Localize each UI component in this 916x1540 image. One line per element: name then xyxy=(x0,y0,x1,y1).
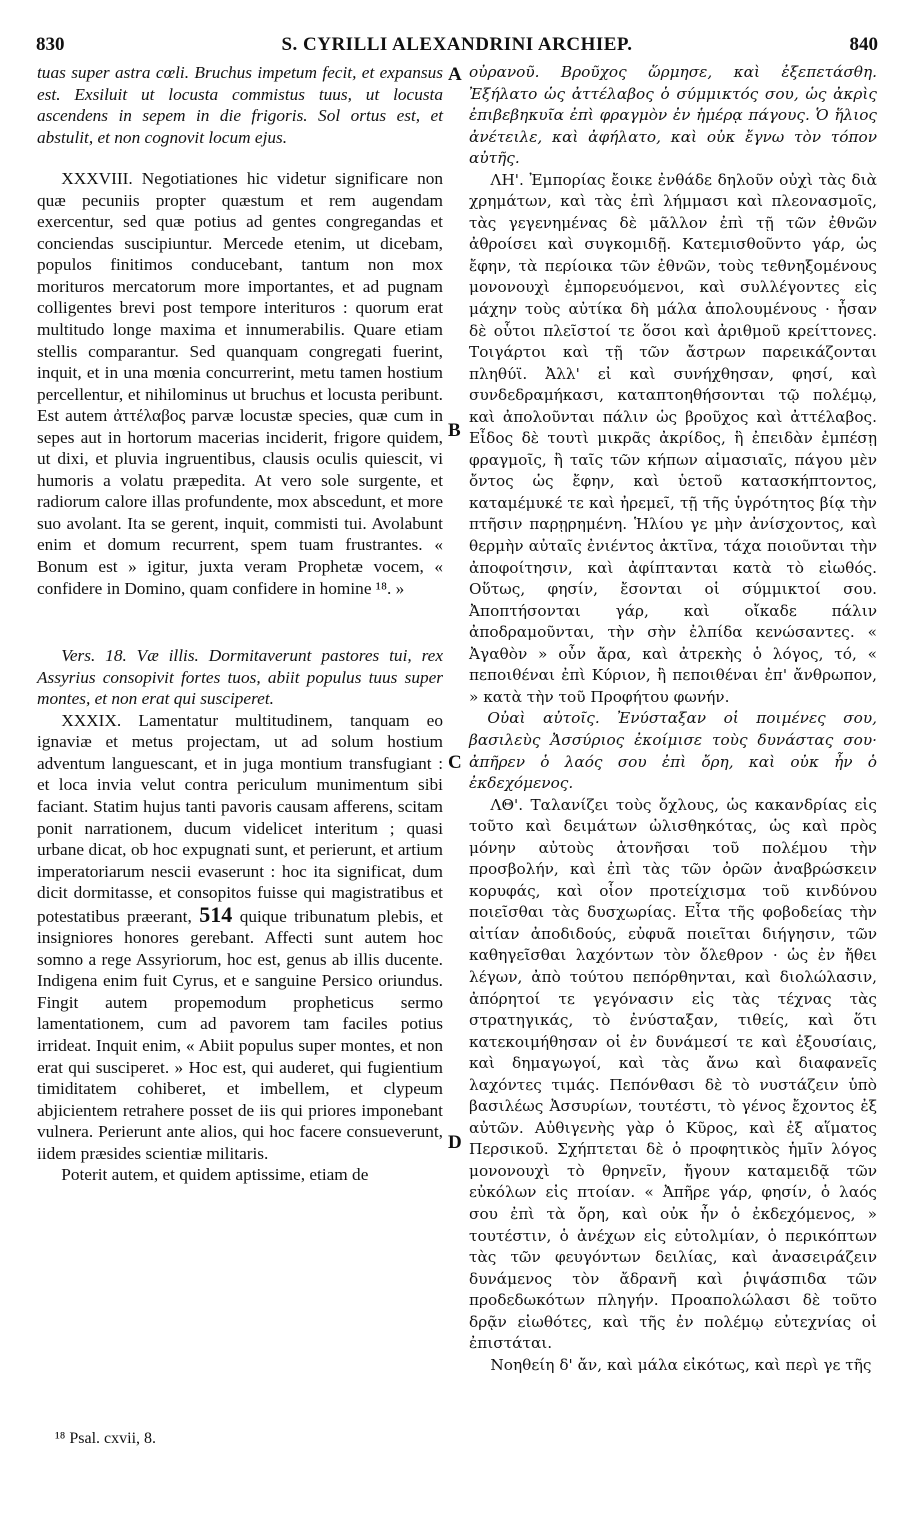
margin-letter-d: D xyxy=(448,1132,462,1153)
latin-paragraph-38: XXXVIII. Negotiationes hic videtur significare non quæ pecuniis propter quæstum et rem augendam exercentur, sed quæ potius ad gentes congregandas et conciendas suscipiuntur. Mercede etenim, ut dicebam, populos finitimos conducebant, tantum non mox morituros mercatorum more importantes, et ad pugnam colligentes brevi post tempore interituros : quorum erat multitudo longe maxima et innumerabilis. Quare etiam stellis comparantur. Sed quanquam congregati fuerint, inquit, et in una mœnia concurrerint, metu tamen hostium percellentur, et nihilominus ut bruchus et locusta peribunt. Est autem ἀττέλαβος parvæ locustæ species, quæ cum in sepes aut in hortorum macerias inciderit, frigore quidem, ut dixi, et pluvia ingruentibus, clausis oculis quiescit, vi humoris a volatu præpedita. At vero sole surgente, et radiorum calore illas profundente, mox abscedunt, et more suo avolant. Ita se gerent, inquit, commisti tui. Avolabunt enim et domum recurrent, spem tuam frustrantes. « Bonum est » igitur, juxta veram Prophetæ vocem, « confidere in Domino, quam confidere in homine ¹⁸. » xyxy=(37,169,443,598)
greek-verse-1: οὐρανοῦ. Βροῦχος ὥρμησε, καὶ ἐξεπετάσθη. Ἐξήλατο ὡς ἀττέλαβος ὁ σύμμικτός σου, ὡς ἀκρὶς ἐπιβεβηκυῖα ἐπὶ φραγμὸν ἐν ἡμέρᾳ πάγους. Ὁ ἥλιος ἀνέτειλε, καὶ ἀφήλατο, καὶ οὐκ ἔγνω τὸν τόπον αὐτῆς. xyxy=(469,63,877,168)
latin-column xyxy=(37,62,443,1186)
latin-paragraph-39 xyxy=(37,710,443,1164)
column-number: 514 xyxy=(199,901,233,927)
running-header xyxy=(36,34,878,58)
margin-letter-a: A xyxy=(448,64,462,85)
latin-verse-18: Vers. 18. Væ illis. Dormitaverunt pastores tui, rex Assyrius consopivit fortes tuos, abiit populus tuus super montes, et non erat qui susciperet. xyxy=(37,646,443,709)
greek-paragraph-40: Νοηθείη δ' ἄν, καὶ μάλα εἰκότως, καὶ περὶ γε τῆς xyxy=(490,1355,872,1374)
greek-column xyxy=(469,62,877,1376)
running-title: S. CYRILLI ALEXANDRINI ARCHIEP. xyxy=(281,34,633,55)
greek-paragraph-39: ΛΘ'. Ταλανίζει τοὺς ὄχλους, ὡς κακανδρίας εἰς τοῦτο καὶ δειμάτων ὠλισθηκότας, ὡς καὶ πρὸς μόνην αὐτοὺς ἀτονῆσαι τοῦ πολέμου τὴν προσβολήν, καὶ ἐπὶ τὰς τῶν ὀρῶν ἀναβρώσκειν κορυφάς, καὶ οἷον προτείχισμα τοῦ κινδύνου ποιεῖσθαι τὰς δυσχωρίας. Εἶτα τῆς φοβοδείας τὴν αἰτίαν ἀποδιδούς, εὐφυᾶ ποιεῖται διήγησιν, τῶν καθηγεῖσθαι λαχόντων τὸν ὄλεθρον · ὡς ἐν ἤθει λέγων, ἀπὸ τούτου πεπόρθηνται, καὶ διολώλασιν, ἀπόρητοί τε γεγόνασιν εἰς τὰς τέχνας τὰς στρατηγικάς, τὸ ἐνύσταξαν, τιθείς, καὶ ὅτι κατεκοιμήθησαν οἱ ἐν δυνάμεσί τε καὶ ἐξουσίαις, καὶ δημαγωγοί, καὶ τὰς ἄνω καὶ διαφανεῖς λαχόντες τιμάς. Πεπόνθασι δὲ τὸ νυστάζειν ὑπὸ βασιλέως Ἀσσυρίων, τουτέστι, τὸ γένος ἔχοντος ἐξ αὐτῶν. Αὐθιγενὴς γὰρ ὁ Κῦρος, καὶ ἐξ αἵματος Περσικοῦ. Σχήπτεται δὲ ὁ προφητικὸς ἡμῖν λόγος μονονουχὶ τὸ θρηνεῖν, ἤγουν καταμειδᾷ τῶν εὐκόλων εἰς πτοίαν. « Ἀπῆρε γάρ, φησίν, ὁ λαός σου ἐπὶ τὰ ὄρη, καὶ οὐκ ἦν ὁ ἐκδεχόμενος, » τουτέστιν, ὁ ἀνέχων εἰς εὐτολμίαν, ὁ περικόπτων τὰς τῶν φευγόντων δειλίας, καὶ ἀνασειράζειν δυνάμενος τὸν ἄδρανῆ καὶ ῥιψάσπιδα τῶν προδεδωκότων πληγήν. Προαπολώλασι δὲ τοῦτο δρᾷν εἰωθότες, καὶ τῆς ἐν πολέμῳ εὐτεχνίας οἱ ἐπιστάται. xyxy=(469,795,877,1353)
greek-paragraph-38: ΛΗ'. Ἐμπορίας ἔοικε ἐνθάδε δηλοῦν οὐχὶ τὰς διὰ χρημάτων, καὶ τὰς ἐπὶ λήμμασι καὶ πλεονασμοῖς, τὰς γεγενημένας δὲ μᾶλλον ἐπὶ τῇ τῶν ἐθνῶν ἀθροίσει καὶ συγκομιδῇ. Κατεμισθοῦντο γάρ, ὡς ἔφην, τὰ περίοικα τῶν ἐθνῶν, τοὺς τεθνηξομένους μονονουχὶ ἐμπορευόμενοι, καὶ συλλέγοντες εἰς μάχην τοὺς αὐτίκα δὴ μάλα ἀπολουμένους · ἦσαν δὲ οὗτοι πλεῖστοί τε ὅσοι καὶ ἀριθμοῦ κρείττονες. Τοιγάρτοι καὶ τῇ τῶν ἄστρων παρεικάζονται πληθύϊ. Ἀλλ' εἰ καὶ συνήχθησαν, φησί, καὶ συνδεδραμήκασι, καταπτοηθήσονται τῷ πολέμῳ, καὶ ἀπολοῦνται πάλιν ὡς βροῦχος καὶ ἀττέλαβος. Εἶδος δὲ τουτὶ μικρᾶς ἀκρίδος, ἣ ἐπειδὰν ἐμπέσῃ φραγμοῖς, ἢ ταῖς τῶν κήπων αἱμασιαῖς, πάγου μὲν ὄντος ὡς ἔφην, καὶ ὑετοῦ κατασκήπτοντος, καταμέμυκέ τε καὶ ἠρεμεῖ, τῇ τῆς ὑγρότητος βίᾳ τὴν πτῆσιν παρῃρημένη. Ἡλίου γε μὴν ἀνίσχοντος, καὶ θερμὴν αὐταῖς ἐνιέντος ἀκτῖνα, τάχα ποιοῦνται τὴν ἀποφοίτησιν, καὶ ἀφίπτανται κατὰ τὸ εἰωθός. Οὕτως, φησίν, ἔσονται οἱ σύμμικτοί σου. Ἀποπτήσονται γάρ, καὶ οἴκαδε πάλιν ἀποδραμοῦνται, τὴν σὴν ἐλπίδα κενώσαντες. « Ἀγαθὸν » οὖν ἄρα, καὶ ἀτρεκὴς ὁ λόγος, τό, « πεποιθέναι ἐπὶ Κύριον, ἢ πεποιθέναι ἐπ' ἄνθρωπον, » κατὰ τὴν τοῦ Προφήτου φωνήν. xyxy=(469,170,877,706)
latin-paragraph-39-b: quique tribunatum plebis, et insigniores honores gerebant. Affecti sunt autem hoc somno a rege Assyriorum, hoc est, genus ab illis ducente. Indigena enim fuit Cyrus, et e sanguine Persico oriundus. Fingit autem propemodum propheticus sermo lamentationem, cum ad pavorem tam faciles potius irrideat. Inquit enim, « Abiit populus super montes, et non erat qui susciperet. » Hoc est, qui auderet, qui fugientium timiditatem cohiberet, et imbellem, et clypeum abjicientem retrahere posset de iis qui priores imponebant vulnera. Perierunt ante alios, qui hoc facere consueverunt, iidem præsides scientiæ militaris. xyxy=(37,906,443,1163)
margin-letter-c: C xyxy=(448,752,462,773)
margin-letter-b: B xyxy=(448,420,461,441)
page-number-left: 830 xyxy=(36,34,65,55)
latin-paragraph-40: Poterit autem, et quidem aptissime, etiam de xyxy=(61,1165,369,1185)
latin-paragraph-39-a: XXXIX. Lamentatur multitudinem, tanquam eo ignaviæ et metus projectam, ut ad solum hostium adventum languescant, et in juga montium transfugiant : et loca invia velut contra periculum munimentum sibi faciant. Statim hujus tanti pavoris causam afferens, scitam ponit narrationem, ducum videlicet interitum ; quasi urbane dicat, ob hoc expugnati sunt, et perierunt, et artium imperatoriarum nescii evaserunt : hoc ita significat, dum dicit dormitasse, et consopitos fuisse qui magistratibus et potestatibus præerant, xyxy=(37,710,443,926)
page-number-right: 840 xyxy=(849,34,878,55)
footnote: ¹⁸ Psal. cxvii, 8. xyxy=(55,1430,157,1447)
latin-verse-1: tuas super astra cœli. Bruchus impetum fecit, et expansus est. Exsiluit ut locusta commistus tuus, ut locusta ascendens in sepem in die frigoris. Sol ortus est, et abstulit, et non cognovit locum ejus. xyxy=(37,63,443,147)
greek-verse-18: Οὐαὶ αὐτοῖς. Ἐνύσταξαν οἱ ποιμένες σου, βασιλεὺς Ἀσσύριος ἐκοίμισε τοὺς δυνάστας σου· ἀπῆρεν ὁ λαός σου ἐπὶ ὄρη, καὶ οὐκ ἦν ὁ ἐκδεχόμενος. xyxy=(469,709,877,793)
